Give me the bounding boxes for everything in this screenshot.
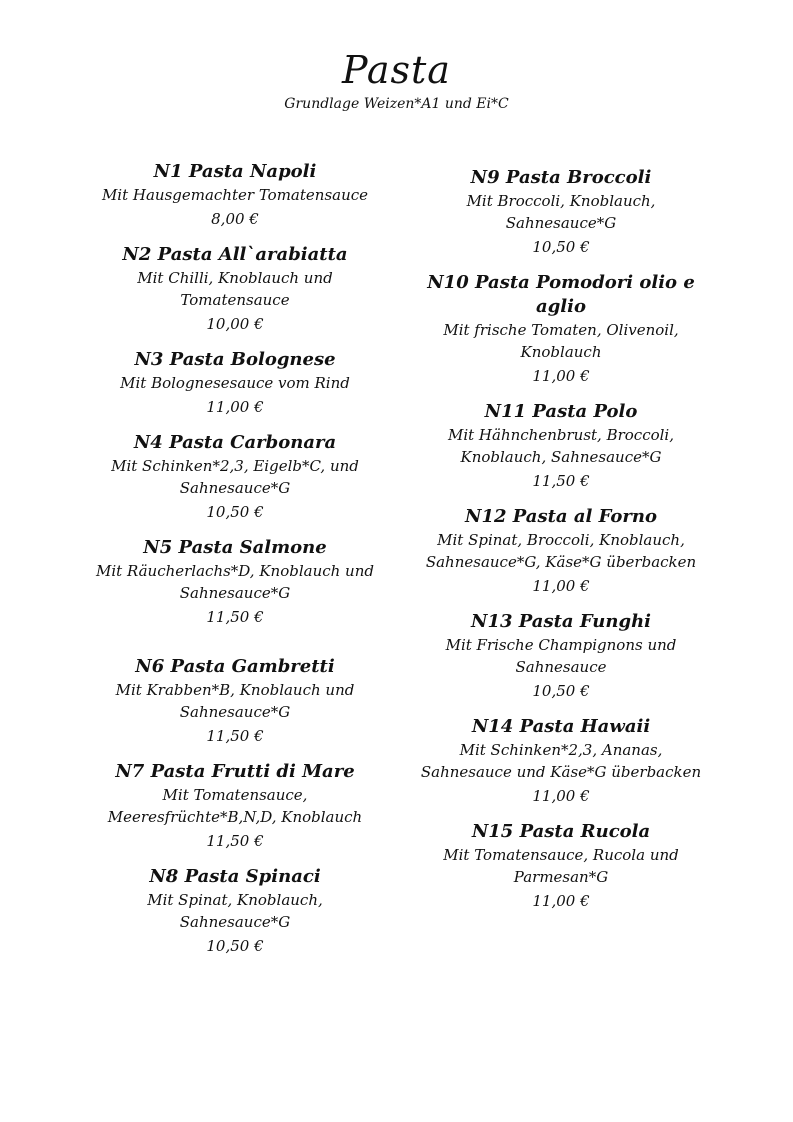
- menu-item-description: Mit Hähnchenbrust, Broccoli, Knoblauch, Sahnesauce*G: [447, 426, 674, 466]
- menu-item-name: N12 Pasta al Forno: [464, 506, 657, 527]
- menu-item: [420, 400, 702, 493]
- menu-item: [420, 820, 702, 913]
- menu-item-price: 11,00 €: [532, 367, 590, 385]
- menu-item-description: Mit Spinat, Knoblauch, Sahnesauce*G: [147, 891, 323, 931]
- menu-item: [95, 865, 375, 958]
- menu-item-price: 11,50 €: [206, 608, 264, 626]
- menu-item-name: N14 Pasta Hawaii: [471, 716, 651, 737]
- menu-item: [95, 160, 375, 231]
- menu-item-price: 11,00 €: [532, 577, 590, 595]
- menu-item-description: Mit Bolognesesauce vom Rind: [120, 374, 350, 392]
- menu-item-name: N10 Pasta Pomodori olio e aglio: [427, 272, 695, 317]
- menu-item-price: 10,50 €: [206, 937, 264, 955]
- menu-item-name: N15 Pasta Rucola: [471, 821, 651, 842]
- menu-item: [95, 536, 375, 629]
- menu-item-description: Mit Chilli, Knoblauch und Tomatensauce: [137, 269, 333, 309]
- menu-item-name: N7 Pasta Frutti di Mare: [115, 761, 355, 782]
- menu-item: [420, 715, 702, 808]
- menu-item-name: N13 Pasta Funghi: [470, 611, 651, 632]
- menu-item-price: 11,00 €: [532, 787, 590, 805]
- menu-item-price: 11,50 €: [206, 832, 264, 850]
- menu-item: [95, 243, 375, 336]
- menu-item-price: 10,50 €: [206, 503, 264, 521]
- menu-item-description: Mit Broccoli, Knoblauch, Sahnesauce*G: [466, 192, 656, 232]
- menu-item-price: 11,50 €: [532, 472, 590, 490]
- menu-item-name: N8 Pasta Spinaci: [149, 866, 321, 887]
- menu-item: [420, 610, 702, 703]
- menu-item-name: N11 Pasta Polo: [484, 401, 638, 422]
- menu-item-name: N6 Pasta Gambretti: [135, 656, 335, 677]
- menu-item: [95, 760, 375, 853]
- menu-item-price: 8,00 €: [211, 210, 259, 228]
- menu-item-name: N5 Pasta Salmone: [143, 537, 327, 558]
- menu-item-description: Mit Schinken*2,3, Ananas, Sahnesauce und Käse*G überbacken: [420, 741, 702, 781]
- menu-item-description: Mit Schinken*2,3, Eigelb*C, und Sahnesauce*G: [111, 457, 359, 497]
- menu-item-description: Mit Tomatensauce, Meeresfrüchte*B,N,D, Knoblauch: [107, 786, 363, 826]
- menu-item: [95, 431, 375, 524]
- menu-item-price: 10,50 €: [532, 238, 590, 256]
- menu-item: [420, 505, 702, 598]
- menu-column-right: [420, 166, 702, 925]
- menu-item-name: N4 Pasta Carbonara: [133, 432, 337, 453]
- menu-item: [95, 655, 375, 748]
- menu-item-name: N1 Pasta Napoli: [153, 161, 317, 182]
- menu-item: [420, 271, 702, 388]
- menu-item-price: 11,00 €: [532, 892, 590, 910]
- menu-item: [420, 166, 702, 259]
- menu-item-description: Mit Krabben*B, Knoblauch und Sahnesauce*G: [115, 681, 355, 721]
- menu-item-description: Mit Tomatensauce, Rucola und Parmesan*G: [443, 846, 679, 886]
- menu-item-price: 11,50 €: [206, 727, 264, 745]
- menu-item-description: Mit Spinat, Broccoli, Knoblauch, Sahnesauce*G, Käse*G überbacken: [425, 531, 697, 571]
- menu-item-description: Mit Hausgemachter Tomatensauce: [101, 186, 369, 204]
- page-subtitle: Grundlage Weizen*A1 und Ei*C: [284, 96, 509, 112]
- menu-item-name: N9 Pasta Broccoli: [470, 167, 652, 188]
- menu-item-description: Mit frische Tomaten, Olivenoil, Knoblauch: [443, 321, 679, 361]
- menu-item-name: N3 Pasta Bolognese: [134, 349, 336, 370]
- menu-item-price: 11,00 €: [206, 398, 264, 416]
- menu-item-price: 10,00 €: [206, 315, 264, 333]
- page-title: Pasta: [342, 48, 451, 92]
- menu-item-price: 10,50 €: [532, 682, 590, 700]
- menu-item-description: Mit Räucherlachs*D, Knoblauch und Sahnesauce*G: [96, 562, 374, 602]
- menu-column-left: [95, 160, 375, 970]
- menu-item-description: Mit Frische Champignons und Sahnesauce: [445, 636, 677, 676]
- menu-item: [95, 348, 375, 419]
- menu-item-name: N2 Pasta All`arabiatta: [122, 244, 348, 265]
